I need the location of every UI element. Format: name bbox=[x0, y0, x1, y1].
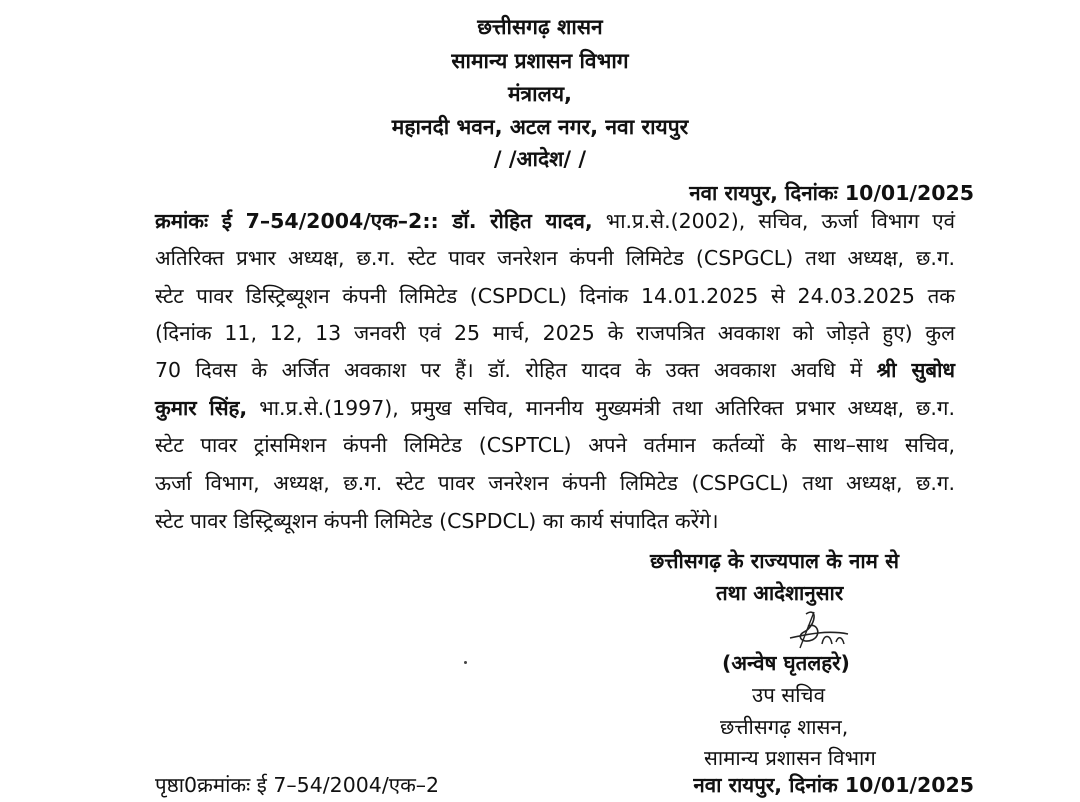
scan-speck bbox=[464, 661, 467, 664]
body-line-5-text: 70 दिवस के अर्जित अवकाश पर हैं। डॉ. रोहित यादव के उक्त अवकाश अवधि में bbox=[155, 358, 877, 382]
footer-date: नवा रायपुर, दिनांक 10/01/2025 bbox=[693, 773, 974, 797]
body-line-6-text: भा.प्र.से.(1997), प्रमुख सचिव, माननीय मुख्यमंत्री तथा अतिरिक्त प्रभार अध्यक्ष, छ.ग. bbox=[247, 396, 955, 420]
body-line-5 bbox=[155, 357, 955, 383]
date-line: नवा रायपुर, दिनांकः 10/01/2025 bbox=[689, 181, 974, 205]
officer-name-part2: कुमार सिंह, bbox=[155, 396, 248, 420]
body-line-9: स्टेट पावर डिस्ट्रिब्यूशन कंपनी लिमिटेड (CSPDCL) का कार्य संपादित करेंगे। bbox=[155, 509, 719, 533]
signatory-org-1: छत्तीसगढ़ शासन, bbox=[720, 715, 849, 739]
signatory-org-2: सामान्य प्रशासन विभाग bbox=[704, 746, 876, 770]
signatory-name: (अन्वेष घृतलहरे) bbox=[722, 651, 850, 675]
footer-reference: पृष्ठा0क्रमांकः ई 7–54/2004/एक–2 bbox=[155, 773, 440, 797]
body-line-1-text: भा.प्र.से.(2002), सचिव, ऊर्जा विभाग एवं bbox=[592, 209, 955, 233]
body-line-1 bbox=[155, 208, 955, 234]
officer-name-part1: श्री सुबोध bbox=[876, 358, 955, 382]
closing-line-1: छत्तीसगढ़ के राज्यपाल के नाम से bbox=[650, 549, 899, 573]
header-line-address: महानदी भवन, अटल नगर, नवा रायपुर bbox=[391, 115, 689, 139]
order-number: क्रमांकः ई 7–54/2004/एक–2:: डॉ. रोहित यादव, bbox=[155, 209, 593, 233]
body-line-6 bbox=[155, 395, 955, 421]
body-line-3: स्टेट पावर डिस्ट्रिब्यूशन कंपनी लिमिटेड (CSPDCL) दिनांक 14.01.2025 से 24.03.2025 तक bbox=[155, 284, 955, 308]
header-line-ministry: मंत्रालय, bbox=[508, 82, 572, 106]
closing-line-2: तथा आदेशानुसार bbox=[716, 581, 844, 605]
order-title: / /आदेश/ / bbox=[493, 147, 587, 171]
body-line-2: अतिरिक्त प्रभार अध्यक्ष, छ.ग. स्टेट पावर जनरेशन कंपनी लिमिटेड (CSPGCL) तथा अध्यक्ष, छ.ग. bbox=[155, 246, 955, 270]
body-line-4: (दिनांक 11, 12, 13 जनवरी एवं 25 मार्च, 2025 के राजपत्रित अवकाश को जोड़ते हुए) कुल bbox=[155, 321, 955, 345]
header-line-govt: छत्तीसगढ़ शासन bbox=[477, 15, 603, 39]
body-line-8: ऊर्जा विभाग, अध्यक्ष, छ.ग. स्टेट पावर जनरेशन कंपनी लिमिटेड (CSPGCL) तथा अध्यक्ष, छ.ग. bbox=[155, 471, 955, 495]
header-line-dept: सामान्य प्रशासन विभाग bbox=[451, 49, 629, 73]
signatory-designation: उप सचिव bbox=[752, 683, 825, 707]
body-line-7: स्टेट पावर ट्रांसमिशन कंपनी लिमिटेड (CSPTCL) अपने वर्तमान कर्तव्यों के साथ–साथ सचिव, bbox=[155, 433, 955, 457]
